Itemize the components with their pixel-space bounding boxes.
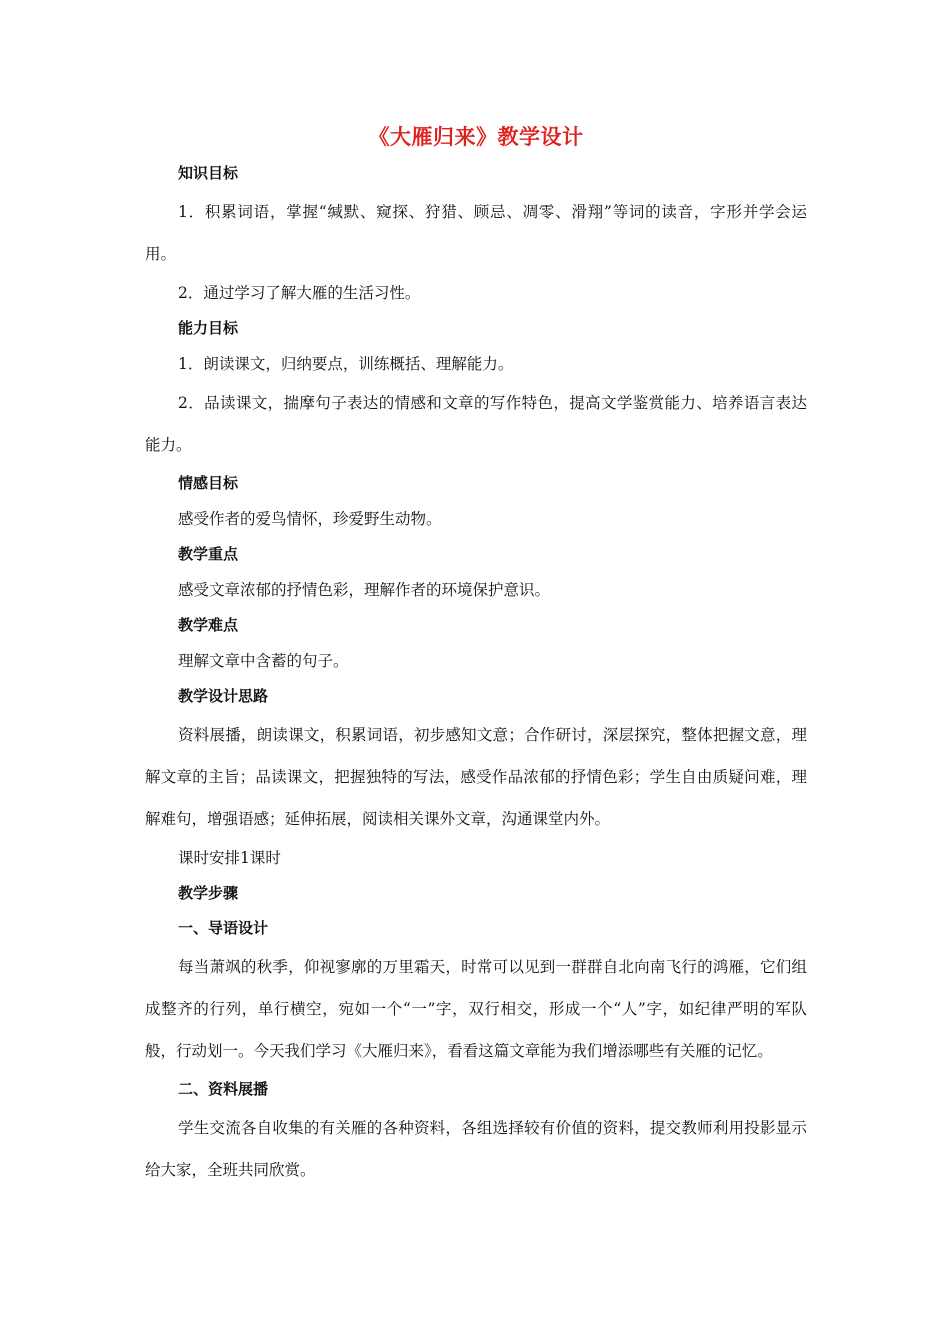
paragraph: 2．通过学习了解大雁的生活习性。	[178, 284, 421, 302]
section-heading-teaching-focus: 教学重点	[178, 545, 239, 563]
paragraph: 1．积累词语，掌握“缄默、窥探、狩猎、顾忌、凋零、滑翔”等词的读音，字形并学会运用。	[145, 203, 807, 263]
section-heading-teaching-steps: 教学步骤	[178, 884, 239, 902]
paragraph: 感受文章浓郁的抒情色彩，理解作者的环境保护意识。	[178, 581, 551, 599]
paragraph: 感受作者的爱鸟情怀，珍爱野生动物。	[178, 510, 442, 528]
section-heading-design-idea: 教学设计思路	[178, 687, 269, 705]
section-heading-material-show: 二、资料展播	[178, 1080, 269, 1098]
section-heading-intro-design: 一、导语设计	[178, 919, 269, 937]
paragraph: 2．品读课文，揣摩句子表达的情感和文章的写作特色，提高文学鉴赏能力、培养语言表达能力。	[145, 394, 807, 454]
section-heading-teaching-difficulty: 教学难点	[178, 616, 239, 634]
section-heading-ability-goals: 能力目标	[178, 319, 239, 337]
paragraph: 每当萧飒的秋季，仰视寥廓的万里霜天，时常可以见到一群群自北向南飞行的鸿雁，它们组成整齐的行列，单行横空，宛如一个“一”字，双行相交，形成一个“人”字，如纪律严明的军队般，行动划一。今天我们学习《大雁归来》，看看这篇文章能为我们增添哪些有关雁的记忆。	[145, 958, 807, 1060]
paragraph: 1．朗读课文，归纳要点，训练概括、理解能力。	[178, 355, 514, 373]
section-heading-emotion-goals: 情感目标	[178, 474, 239, 492]
page-title: 《大雁归来》教学设计	[368, 125, 584, 149]
paragraph: 资料展播，朗读课文，积累词语，初步感知文意；合作研讨，深层探究，整体把握文意，理解文章的主旨；品读课文，把握独特的写法，感受作品浓郁的抒情色彩；学生自由质疑问难，理解难句，增强语感；延伸拓展，阅读相关课外文章，沟通课堂内外。	[145, 726, 807, 828]
paragraph: 学生交流各自收集的有关雁的各种资料，各组选择较有价值的资料，提交教师利用投影显示给大家，全班共同欣赏。	[145, 1119, 807, 1179]
paragraph: 理解文章中含蓄的句子。	[178, 652, 349, 670]
document-content	[145, 118, 807, 1191]
section-heading-knowledge-goals: 知识目标	[178, 164, 239, 182]
paragraph: 课时安排1课时	[178, 849, 281, 867]
